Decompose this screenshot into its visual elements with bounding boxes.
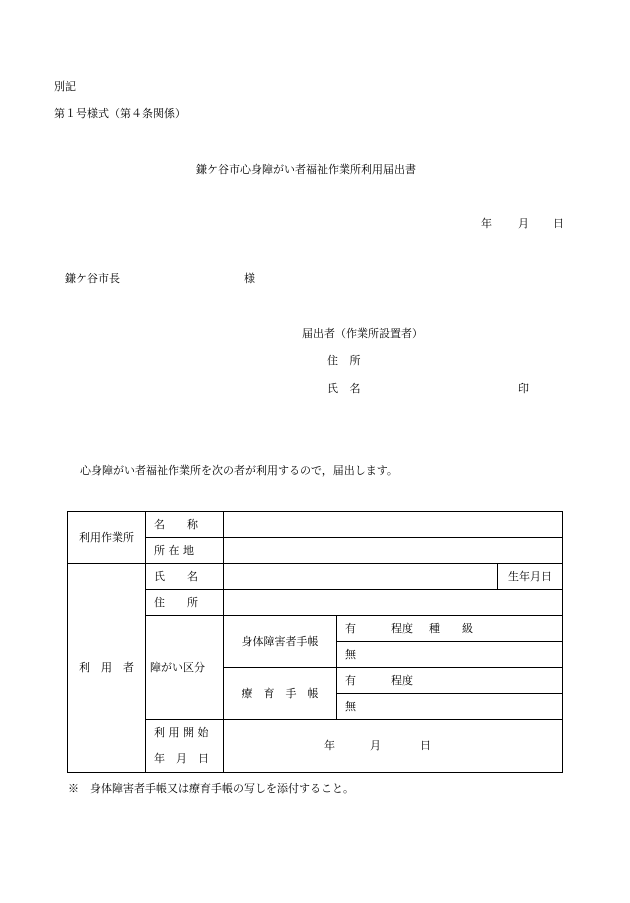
appendix-label: 別記 xyxy=(54,80,76,93)
applicant-label: 届出者（作業所設置者） xyxy=(302,327,423,340)
user-address-label: 住 所 xyxy=(146,590,224,616)
physical-notebook-label: 身体障害者手帳 xyxy=(224,616,337,668)
start-date-label-line2: 年 月 日 xyxy=(154,752,209,765)
start-month-label: 月 xyxy=(370,739,381,752)
physical-degree-label: 程度 xyxy=(391,621,413,635)
application-table xyxy=(67,511,563,773)
attachment-note: ※ 身体障害者手帳又は療育手帳の写しを添付すること。 xyxy=(68,782,354,795)
facility-group-label: 利用作業所 xyxy=(68,512,146,564)
addressee-name: 鎌ケ谷市長 xyxy=(65,272,120,285)
user-name-field[interactable] xyxy=(224,564,498,590)
facility-name-label: 名 称 xyxy=(146,512,224,538)
start-year-label: 年 xyxy=(324,739,335,752)
facility-name-field[interactable] xyxy=(224,512,563,538)
applicant-name-label: 氏 名 xyxy=(327,382,361,395)
start-day-label: 日 xyxy=(420,739,431,752)
applicant-address-label: 住 所 xyxy=(327,354,361,367)
ryoiku-yes-option: 有 xyxy=(345,673,356,687)
ryoiku-no-option[interactable]: 無 xyxy=(337,694,563,720)
physical-no-option[interactable]: 無 xyxy=(337,642,563,668)
seal-mark: 印 xyxy=(518,382,529,395)
birthdate-label: 生年月日 xyxy=(498,564,563,590)
user-group-label: 利 用 者 xyxy=(68,564,146,773)
user-address-field[interactable] xyxy=(224,590,563,616)
facility-address-field[interactable] xyxy=(224,538,563,564)
ryoiku-yes-row[interactable] xyxy=(337,668,563,694)
user-name-label: 氏 名 xyxy=(146,564,224,590)
start-date-label-line1: 利 用 開 始 xyxy=(154,726,209,739)
ryoiku-notebook-label: 療 育 手 帳 xyxy=(224,668,337,720)
date-year-label: 年 xyxy=(481,217,492,230)
document-title: 鎌ケ谷市心身障がい者福祉作業所利用届出書 xyxy=(196,163,416,176)
start-date-field[interactable] xyxy=(224,720,563,773)
ryoiku-degree-label: 程度 xyxy=(391,673,413,687)
physical-yes-row[interactable] xyxy=(337,616,563,642)
start-date-label xyxy=(146,720,224,773)
disability-category-label: 障がい区分 xyxy=(146,616,224,720)
form-number: 第１号様式（第４条関係） xyxy=(54,107,186,120)
facility-address-label: 所 在 地 xyxy=(146,538,224,564)
physical-yes-option: 有 xyxy=(345,621,356,635)
date-day-label: 日 xyxy=(553,217,564,230)
body-text: 心身障がい者福祉作業所を次の者が利用するので，届出します。 xyxy=(80,464,398,477)
addressee-honorific: 様 xyxy=(244,272,255,285)
physical-class-label: 種 級 xyxy=(429,621,473,635)
date-month-label: 月 xyxy=(518,217,529,230)
